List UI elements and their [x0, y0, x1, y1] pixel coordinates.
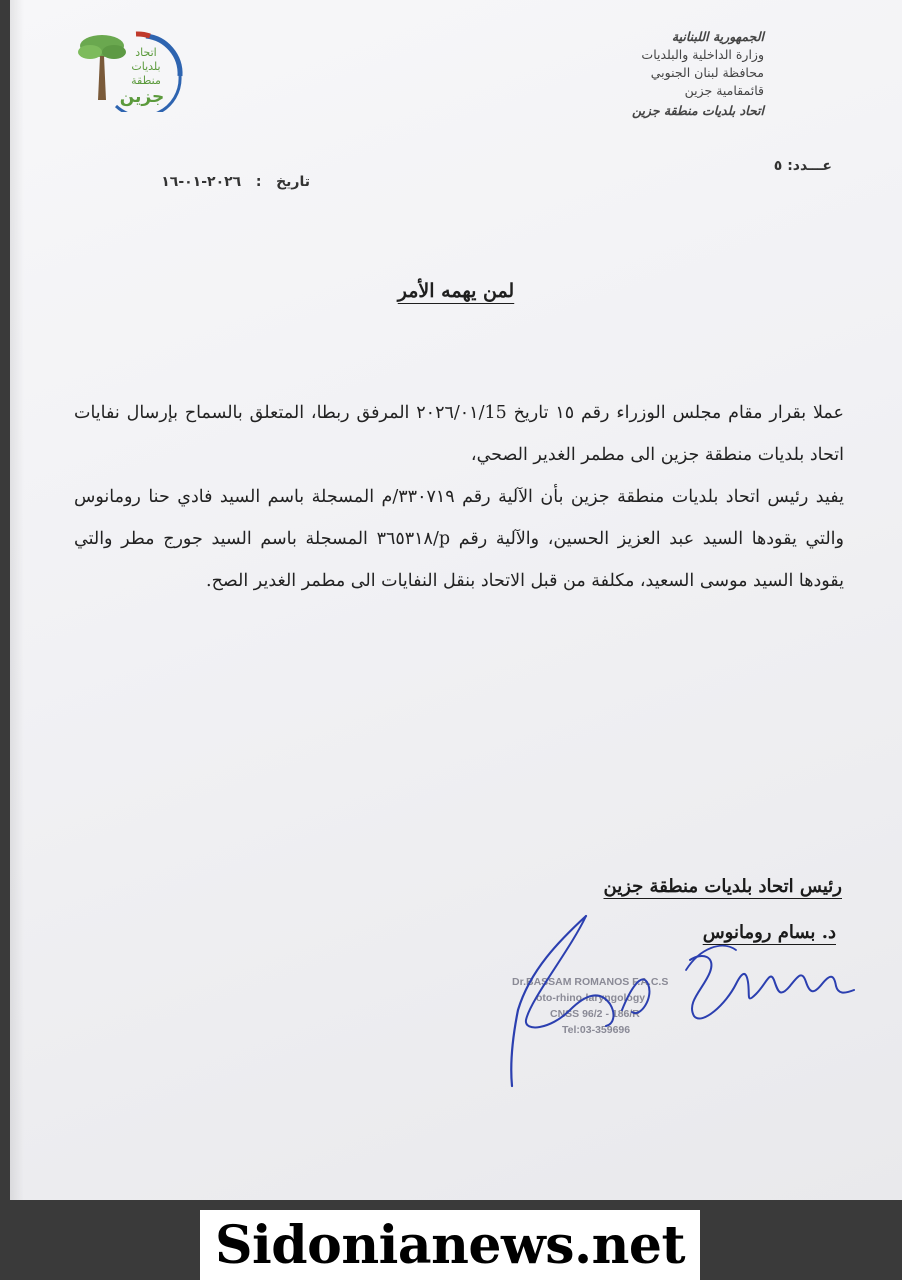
page-edge-shadow — [10, 0, 24, 1200]
logo-text-line3: منطقة — [131, 74, 161, 87]
letterhead-line: قائمقامية جزين — [684, 83, 764, 98]
stamp-line: Tel:03-359696 — [562, 1024, 631, 1036]
handwritten-signature — [490, 900, 870, 1100]
logo-text-line4: جزين — [119, 87, 165, 107]
logo-ring-red — [136, 34, 150, 36]
date-line — [110, 174, 310, 190]
reference-number — [774, 158, 832, 174]
logo-text-line1: اتحاد — [135, 46, 157, 59]
union-logo — [76, 30, 186, 112]
stamp-line: oto-rhino-laryngology — [536, 992, 646, 1004]
letter-body — [74, 392, 844, 602]
date-separator: : — [255, 174, 262, 190]
source-site-name: Sidonianews.net — [214, 1214, 686, 1276]
source-watermark — [200, 1210, 700, 1280]
signatory-name: د. بسام رومانوس — [702, 922, 836, 943]
body-paragraph: عملا بقرار مقام مجلس الوزراء رقم ١٥ تاريخ ٢٠٢٦/٠١/15 المرفق ربطا، المتعلق بالسماح بإرسال نفايات اتحاد بلديات منطقة جزين الى مطمر الغدير الصحي، — [74, 403, 844, 465]
logo-tree-trunk — [98, 56, 106, 100]
letterhead-line: الجمهورية اللبنانية — [671, 29, 764, 44]
letter-page — [10, 0, 902, 1200]
subject-heading — [10, 280, 902, 302]
letterhead — [544, 28, 764, 120]
stamp-line: CNSS 96/2 - 186/R — [550, 1008, 640, 1020]
signatory-title: رئيس اتحاد بلديات منطقة جزين — [603, 876, 842, 897]
reference-label: عـــدد: — [787, 158, 832, 174]
date-label: تاريخ — [276, 174, 310, 190]
letterhead-line: محافظة لبنان الجنوبي — [650, 65, 764, 80]
subject-text: لمن يهمه الأمر — [397, 280, 515, 302]
logo-text-line2: بلديات — [131, 60, 161, 73]
letterhead-line: اتحاد بلديات منطقة جزين — [631, 103, 764, 118]
body-paragraph: يفيد رئيس اتحاد بلديات منطقة جزين بأن الآلية رقم ٣٣٠٧١٩/م المسجلة باسم السيد فادي حنا رومانوس والتي يقودها السيد عبد العزيز الحسين، والآلية رقم p/٣٦٥٣١٨ المسجلة باسم السيد جورج مطر والتي يقودها السيد موسى السعيد، مكلفة من قبل الاتحاد بنقل النفايات الى مطمر الغدير الصح. — [74, 487, 844, 591]
stamp-line: Dr.BASSAM ROMANOS F.A.C.S — [512, 976, 669, 988]
reference-value: ٥ — [773, 158, 783, 174]
letterhead-line: وزارة الداخلية والبلديات — [641, 47, 764, 62]
date-value: ٢٠٢٦-٠١-١٦ — [161, 174, 242, 190]
